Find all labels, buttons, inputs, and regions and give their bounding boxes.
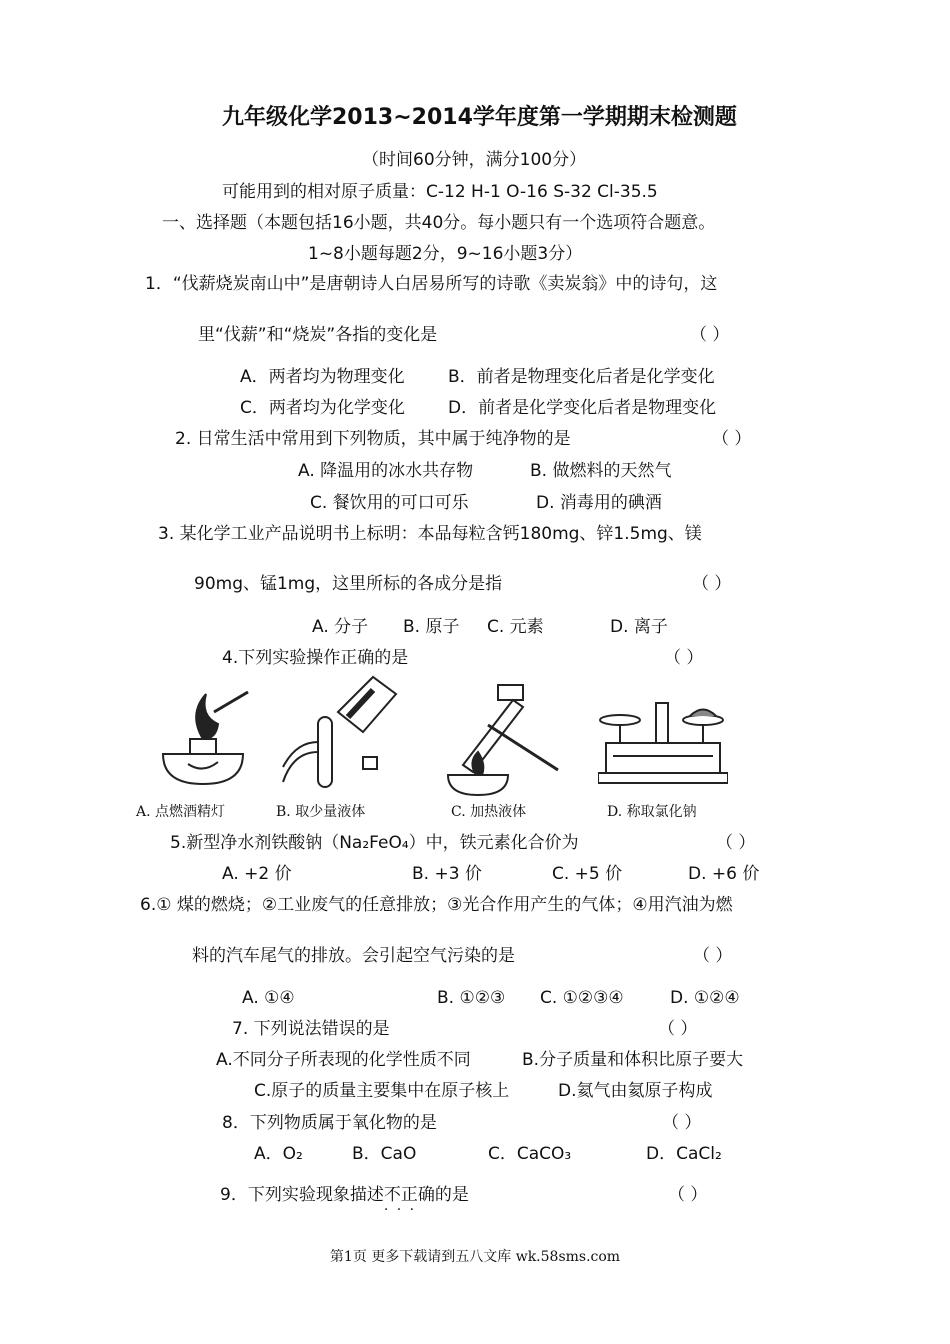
question-3-answer-blank[interactable]: （ ） xyxy=(692,574,732,594)
question-3-option-c[interactable]: C. 元素 xyxy=(487,617,544,637)
figure-c-caption: C. 加热液体 xyxy=(451,804,527,820)
figure-a-caption: A. 点燃酒精灯 xyxy=(136,804,226,820)
question-8-option-a[interactable]: A．O₂ xyxy=(254,1144,303,1164)
question-5-option-b[interactable]: B. +3 价 xyxy=(412,864,482,884)
left-pan xyxy=(600,715,640,725)
question-5-option-c[interactable]: C. +5 价 xyxy=(552,864,623,884)
question-7-option-c[interactable]: C.原子的质量主要集中在原子核上 xyxy=(254,1081,510,1101)
question-6-answer-blank[interactable]: （ ） xyxy=(693,946,733,966)
question-6-option-c[interactable]: C. ①②③④ xyxy=(540,988,624,1008)
burner-flame xyxy=(472,752,483,775)
stopper xyxy=(363,757,377,769)
pointer-post xyxy=(656,703,668,743)
alcohol-lamp-figure[interactable] xyxy=(148,684,258,794)
question-3-stem-cont: 90mg、锰1mg，这里所标的各成分是指 xyxy=(194,574,503,594)
question-6-stem-cont: 料的汽车尾气的排放。会引起空气污染的是 xyxy=(192,946,515,966)
balance-plinth xyxy=(598,773,728,783)
question-8-option-c[interactable]: C．CaCO₃ xyxy=(488,1144,572,1164)
figure-d-caption: D. 称取氯化钠 xyxy=(607,804,697,820)
question-8-stem: 8．下列物质属于氧化物的是 xyxy=(222,1113,437,1133)
reagent-bottle xyxy=(338,677,396,732)
hand xyxy=(283,742,318,782)
question-8-option-b[interactable]: B．CaO xyxy=(352,1144,417,1164)
question-2-option-d[interactable]: D. 消毒用的碘酒 xyxy=(536,493,662,513)
holder-clip xyxy=(498,685,523,700)
question-7-stem: 7. 下列说法错误的是 xyxy=(232,1019,390,1039)
question-3-option-b[interactable]: B. 原子 xyxy=(403,617,460,637)
question-4-stem: 4.下列实验操作正确的是 xyxy=(222,648,409,668)
section-heading-scoring: 1~8小题每题2分，9~16小题3分） xyxy=(308,244,583,264)
match-stick xyxy=(214,692,248,712)
figure-b-caption: B. 取少量液体 xyxy=(276,804,366,820)
question-8-answer-blank[interactable]: （ ） xyxy=(662,1113,702,1133)
exam-duration: （时间60分钟，满分100分） xyxy=(362,150,587,170)
question-7-answer-blank[interactable]: （ ） xyxy=(658,1019,698,1039)
question-6-stem: 6.① 煤的燃烧；②工业废气的任意排放；③光合作用产生的气体；④用汽油为燃 xyxy=(140,895,733,915)
question-1-text: 里“伐薪”和“烧炭”各指的变化是 xyxy=(198,325,438,345)
question-1-stem-cont xyxy=(198,324,437,346)
question-6-option-b[interactable]: B. ①②③ xyxy=(437,988,506,1008)
question-2-option-c[interactable]: C. 餐饮用的可口可乐 xyxy=(310,493,469,513)
question-9-answer-blank[interactable]: （ ） xyxy=(668,1185,708,1205)
question-2-answer-blank[interactable]: （ ） xyxy=(712,429,752,449)
question-9-text-pre: 9．下列实验现象描述 xyxy=(220,1185,384,1205)
tube-holder xyxy=(488,725,558,770)
question-7-option-d[interactable]: D.氦气由氦原子构成 xyxy=(558,1081,713,1101)
heat-liquid-figure[interactable] xyxy=(438,680,568,800)
question-5-option-d[interactable]: D. +6 价 xyxy=(688,864,760,884)
question-5-stem: 5.新型净水剂铁酸钠（Na₂FeO₄）中，铁元素化合价为 xyxy=(170,833,579,853)
question-7-option-a[interactable]: A.不同分子所表现的化学性质不同 xyxy=(216,1050,471,1070)
question-6-option-d[interactable]: D. ①②④ xyxy=(670,988,740,1008)
lamp-neck xyxy=(190,739,216,754)
question-2-option-b[interactable]: B. 做燃料的天然气 xyxy=(530,461,672,481)
question-1-option-d[interactable]: D．前者是化学变化后者是物理变化 xyxy=(448,398,717,418)
page-title: 九年级化学2013~2014学年度第一学期期末检测题 xyxy=(222,105,737,130)
bottle-label xyxy=(348,690,373,717)
question-9-stem xyxy=(220,1184,469,1206)
question-3-option-a[interactable]: A. 分子 xyxy=(312,617,369,637)
question-5-option-a[interactable]: A. +2 价 xyxy=(222,864,292,884)
test-tube xyxy=(318,717,332,787)
question-4-answer-blank[interactable]: （ ） xyxy=(664,648,704,668)
question-7-option-b[interactable]: B.分子质量和体积比原子要大 xyxy=(522,1050,744,1070)
question-1-option-a[interactable]: A．两者均为物理变化 xyxy=(240,367,405,387)
question-5-answer-blank[interactable]: （ ） xyxy=(716,833,756,853)
section-heading: 一、选择题（本题包括16小题，共40分。每小题只有一个选项符合题意。 xyxy=(162,213,716,233)
question-9-text-post: 的是 xyxy=(434,1185,469,1205)
right-pan xyxy=(683,715,723,725)
atomic-masses: 可能用到的相对原子质量：C-12 H-1 O-16 S-32 Cl-35.5 xyxy=(222,182,658,202)
salt-pile xyxy=(690,710,716,717)
question-1-answer-blank[interactable]: （ ） xyxy=(690,325,730,345)
question-3-option-d[interactable]: D. 离子 xyxy=(610,617,668,637)
lamp-wick xyxy=(188,762,218,769)
lamp-flame xyxy=(196,694,218,739)
question-1-option-c[interactable]: C．两者均为化学变化 xyxy=(240,398,405,418)
question-9-emphasis: 不正确 · · · xyxy=(384,1185,435,1205)
balance-base xyxy=(606,743,720,773)
question-2-stem: 2. 日常生活中常用到下列物质，其中属于纯净物的是 xyxy=(175,429,571,449)
burner-body xyxy=(448,775,508,795)
balance-figure[interactable] xyxy=(598,698,728,788)
question-6-option-a[interactable]: A. ①④ xyxy=(242,988,295,1008)
question-3-stem: 3. 某化学工业产品说明书上标明：本品每粒含钙180mg、锌1.5mg、镁 xyxy=(158,524,702,544)
question-1-option-b[interactable]: B．前者是物理变化后者是化学变化 xyxy=(448,367,715,387)
question-2-option-a[interactable]: A. 降温用的冰水共存物 xyxy=(298,461,474,481)
question-1-stem: 1．“伐薪烧炭南山中”是唐朝诗人白居易所写的诗歌《卖炭翁》中的诗句，这 xyxy=(145,274,718,294)
question-8-option-d[interactable]: D．CaCl₂ xyxy=(646,1144,722,1164)
page-footer: 第1页 更多下载请到五八文库 wk.58sms.com xyxy=(329,1249,621,1265)
pour-liquid-figure[interactable] xyxy=(278,672,408,792)
